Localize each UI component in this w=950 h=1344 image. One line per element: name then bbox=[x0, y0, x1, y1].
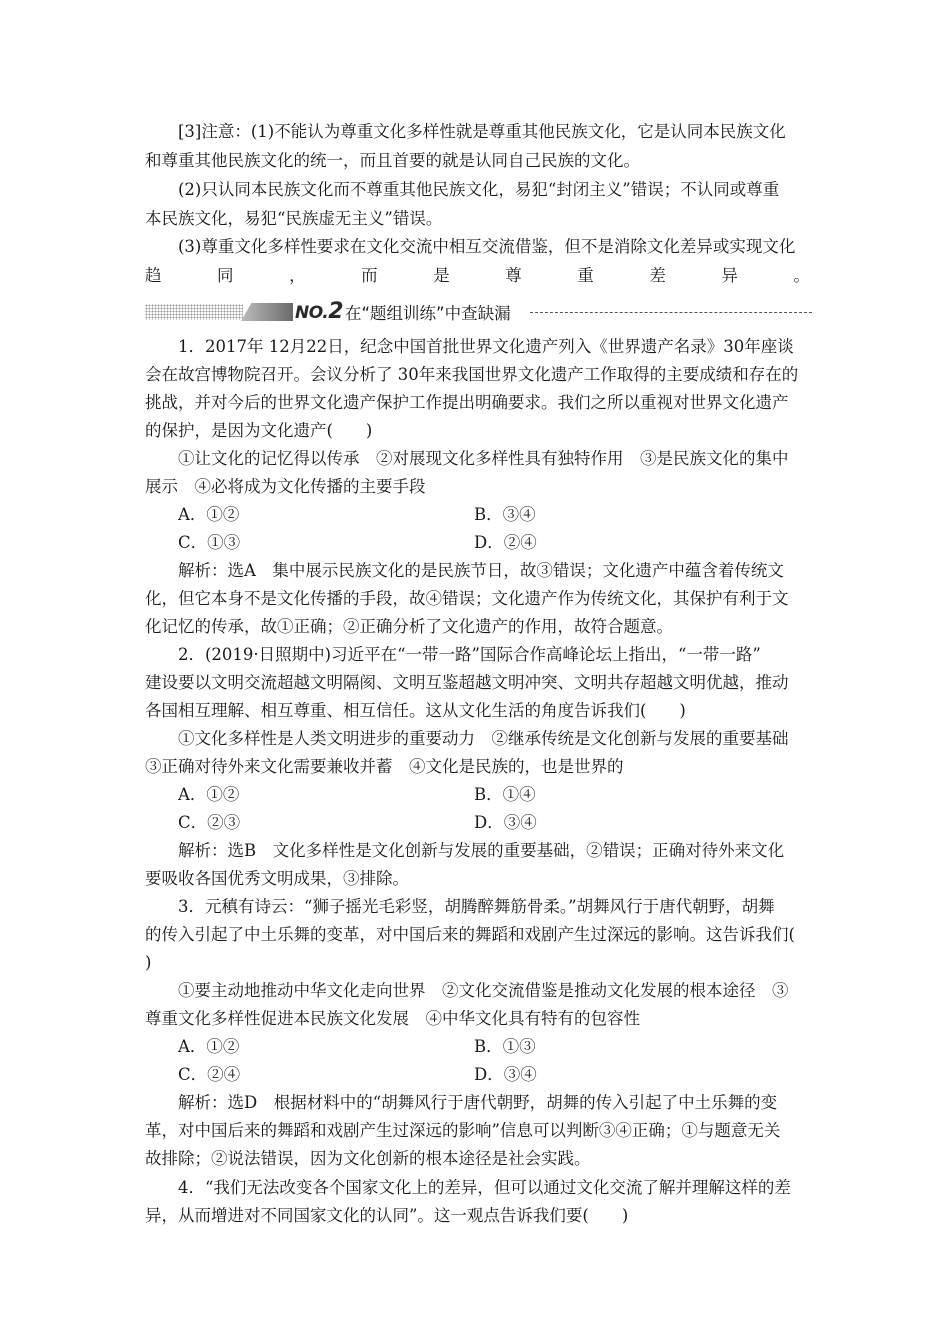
note-char: 异 bbox=[721, 266, 738, 285]
note-line-4: 本民族文化，易犯“民族虚无主义”错误。 bbox=[145, 209, 443, 228]
q1-option-d: D．②④ bbox=[474, 533, 537, 552]
q3-explanation-2: 革，对中国后来的舞蹈和戏剧产生过深远的影响”信息可以判断③④正确；①与题意无关 bbox=[145, 1121, 781, 1140]
q1-line-2: 会在故宫博物院召开。会议分析了 30年来我国世界文化遗产工作取得的主要成绩和存在的 bbox=[145, 365, 799, 384]
q3-option-c: C．②④ bbox=[178, 1065, 241, 1084]
note-line-6-justified bbox=[145, 265, 810, 287]
q1-line-1: 1．2017年 12月22日，纪念中国首批世界文化遗产列入《世界遗产名录》30年座谈 bbox=[178, 337, 794, 356]
note-char: 差 bbox=[649, 266, 666, 285]
q3-option-a: A．①② bbox=[178, 1037, 240, 1056]
section-number bbox=[295, 299, 343, 324]
q1-statements-1: ①让文化的记忆得以传承 ②对展现文化多样性具有独特作用 ③是民族文化的集中 bbox=[178, 449, 789, 468]
note-char: 是 bbox=[433, 266, 450, 285]
q3-option-d: D．③④ bbox=[474, 1065, 537, 1084]
section-header bbox=[145, 299, 815, 325]
q3-line-3: ) bbox=[145, 953, 152, 972]
q3-line-1: 3．元稹有诗云：“狮子摇光毛彩竖，胡腾醉舞筋骨柔。”胡舞风行于唐代朝野，胡舞 bbox=[178, 897, 775, 916]
q3-option-b: B．①③ bbox=[474, 1037, 536, 1056]
q2-option-b: B．①④ bbox=[474, 785, 536, 804]
note-line-1: [3]注意：(1)不能认为尊重文化多样性就是尊重其他民族文化，它是认同本民族文化 bbox=[178, 122, 786, 141]
q2-line-2: 建设要以文明交流超越文明隔阂、文明互鉴超越文明冲突、文明共存超越文明优越，推动 bbox=[145, 673, 789, 692]
note-char: 尊 bbox=[505, 266, 522, 285]
note-char: 同 bbox=[217, 266, 234, 285]
q2-line-1: 2．(2019·日照期中)习近平在“一带一路”国际合作高峰论坛上指出，“一带一路” bbox=[178, 645, 761, 664]
note-char: 重 bbox=[577, 266, 594, 285]
q2-option-a: A．①② bbox=[178, 785, 240, 804]
q3-explanation-3: 故排除；②说法错误，因为文化创新的根本途径是社会实践。 bbox=[145, 1149, 591, 1168]
note-char: 趋 bbox=[145, 266, 162, 285]
q2-option-c: C．②③ bbox=[178, 813, 241, 832]
q1-line-3: 挑战，并对今后的世界文化遗产保护工作提出明确要求。我们之所以重视对世界文化遗产 bbox=[145, 393, 789, 412]
q2-statements-2: ③正确对待外来文化需要兼收并蓄 ④文化是民族的，也是世界的 bbox=[145, 757, 624, 776]
q1-line-4: 的保护，是因为文化遗产( ) bbox=[145, 421, 373, 440]
q3-statements-1: ①要主动地推动中华文化走向世界 ②文化交流借鉴是推动文化发展的根本途径 ③ bbox=[178, 981, 789, 1000]
q3-explanation-1: 解析：选D 根据材料中的“胡舞风行于唐代朝野，胡舞的传入引起了中土乐舞的变 bbox=[178, 1093, 778, 1112]
q3-line-2: 的传入引起了中土乐舞的变革，对中国后来的舞蹈和戏剧产生过深远的影响。这告诉我们( bbox=[145, 925, 795, 944]
note-char: 而 bbox=[361, 266, 378, 285]
section-title: 在“题组训练”中查缺漏 bbox=[345, 304, 511, 323]
q1-option-c: C．①③ bbox=[178, 533, 241, 552]
q4-line-2: 异，从而增进对不同国家文化的认同”。这一观点告诉我们要( ) bbox=[145, 1206, 629, 1225]
note-char: 。 bbox=[793, 266, 810, 285]
q1-explanation-3: 化记忆的传承，故①正确；②正确分析了文化遗产的作用，故符合题意。 bbox=[145, 617, 673, 636]
q1-explanation-1: 解析：选A 集中展示民族文化的是民族节日，故③错误；文化遗产中蕴含着传统文 bbox=[178, 561, 784, 580]
q2-statements-1: ①文化多样性是人类文明进步的重要动力 ②继承传统是文化创新与发展的重要基础 bbox=[178, 729, 789, 748]
q1-statements-2: 展示 ④必将成为文化传播的主要手段 bbox=[145, 477, 426, 496]
q1-option-b: B．③④ bbox=[474, 505, 536, 524]
note-line-2: 和尊重其他民族文化的统一，而且首要的就是认同自己民族的文化。 bbox=[145, 151, 640, 170]
q2-option-d: D．③④ bbox=[474, 813, 537, 832]
q2-explanation-2: 要吸收各国优秀文明成果，③排除。 bbox=[145, 869, 409, 888]
q2-line-3: 各国相互理解、相互尊重、相互信任。这从文化生活的角度告诉我们( ) bbox=[145, 701, 686, 720]
q2-explanation-1: 解析：选B 文化多样性是文化创新与发展的重要基础，②错误；正确对待外来文化 bbox=[178, 841, 785, 860]
q4-line-1: 4．“我们无法改变各个国家文化上的差异，但可以通过文化交流了解并理解这样的差 bbox=[178, 1178, 791, 1197]
note-line-5: (3)尊重文化多样性要求在文化交流中相互交流借鉴，但不是消除文化差异或实现文化 bbox=[178, 237, 796, 256]
dotted-pattern bbox=[145, 304, 243, 320]
q3-statements-2: 尊重文化多样性促进本民族文化发展 ④中华文化具有特有的包容性 bbox=[145, 1009, 640, 1028]
gradient-bar bbox=[241, 303, 293, 321]
section-number-prefix: NO. bbox=[295, 303, 329, 323]
note-char: ， bbox=[289, 266, 306, 285]
note-line-3: (2)只认同本民族文化而不尊重其他民族文化，易犯“封闭主义”错误；不认同或尊重 bbox=[178, 180, 780, 199]
section-number-value: 2 bbox=[328, 299, 344, 324]
q1-option-a: A．①② bbox=[178, 505, 240, 524]
q1-explanation-2: 化，但它本身不是文化传播的手段，故④错误；文化遗产作为传统文化，其保护有利于文 bbox=[145, 589, 789, 608]
dashed-divider bbox=[530, 312, 812, 313]
